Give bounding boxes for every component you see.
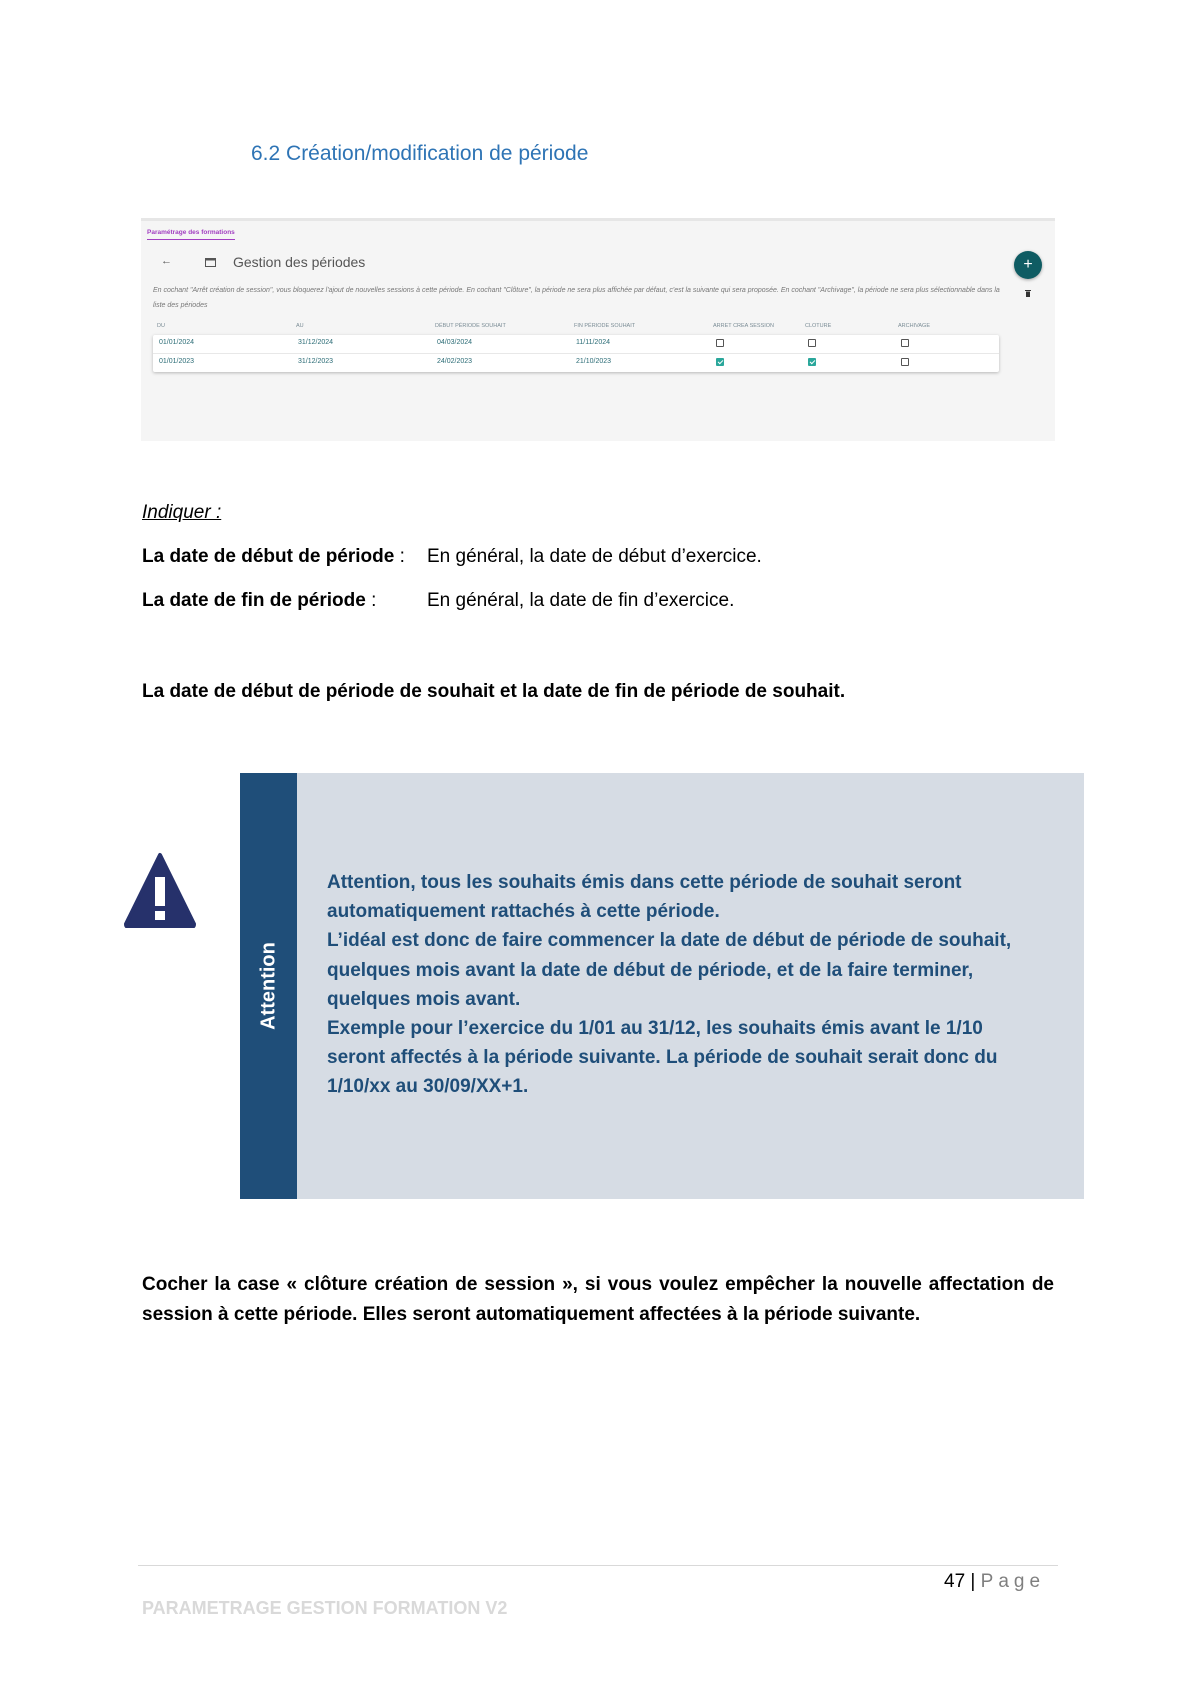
checkbox-cloture[interactable] bbox=[808, 358, 816, 366]
attention-line: Attention, tous les souhaits émis dans cette période de souhait seront bbox=[327, 872, 962, 893]
debut-periode-term: La date de début de période bbox=[142, 546, 395, 567]
column-header-archivage[interactable]: ARCHIVAGE bbox=[898, 323, 930, 329]
column-header-cloture[interactable]: CLOTURE bbox=[805, 323, 832, 329]
table-header bbox=[153, 319, 999, 335]
fin-periode-label bbox=[142, 590, 376, 612]
attention-line: L’idéal est donc de faire commencer la date de début de période de souhait, bbox=[327, 930, 1012, 952]
warning-triangle-icon bbox=[124, 852, 196, 928]
footer-divider bbox=[138, 1565, 1058, 1566]
debut-periode-value: En général, la date de début d’exercice. bbox=[427, 546, 762, 567]
cell-au: 31/12/2024 bbox=[298, 339, 334, 346]
embedded-screenshot bbox=[141, 218, 1055, 441]
cell-au: 31/12/2023 bbox=[298, 358, 334, 365]
tab-parametrage-formations[interactable]: Paramétrage des formations bbox=[147, 229, 235, 240]
table-row[interactable] bbox=[153, 335, 999, 354]
attention-label: Attention bbox=[257, 942, 279, 1030]
attention-line: automatiquement rattachés à cette période. bbox=[327, 901, 720, 923]
footer-doc-title: PARAMETRAGE GESTION FORMATION V2 bbox=[142, 1598, 508, 1618]
attention-line: 1/10/xx au 30/09/XX+1. bbox=[327, 1076, 529, 1098]
fin-periode-sep: : bbox=[365, 590, 377, 611]
debut-periode-sep: : bbox=[394, 546, 405, 567]
cell-fin-souhait: 11/11/2024 bbox=[576, 339, 610, 346]
description-text: En cochant "Arrêt création de session", vous bloquerez l'ajout de nouvelles sessions à cette période. En cochant "Clôture", la période ne sera plus affichée par défaut, c'est la suivante qui sera proposée. En cochant "Archivage", la période ne sera plus sélectionnable dans la liste des périodes bbox=[153, 287, 1000, 309]
indiquer-label: Indiquer : bbox=[142, 502, 222, 523]
page-number bbox=[944, 1571, 1045, 1593]
table-body bbox=[153, 335, 999, 372]
cell-debut-souhait: 04/03/2024 bbox=[437, 339, 473, 346]
checkbox-archivage[interactable] bbox=[901, 339, 909, 347]
cell-du: 01/01/2023 bbox=[159, 358, 195, 365]
checkbox-arret-crea-session[interactable] bbox=[716, 358, 724, 366]
page-title: Gestion des périodes bbox=[233, 254, 366, 270]
cocher-paragraph: Cocher la case « clôture création de session », si vous voulez empêcher la nouvelle affectation de session à cette période. Elles seront automatiquement affectées à la période suivante. bbox=[142, 1274, 1054, 1325]
attention-line: seront affectés à la période suivante. La période de souhait serait donc du bbox=[327, 1047, 998, 1069]
cell-debut-souhait: 24/02/2023 bbox=[437, 358, 473, 365]
column-header-arret-crea-session[interactable]: ARRET CREA SESSION bbox=[713, 323, 775, 329]
arrow-left-icon[interactable]: ← bbox=[161, 255, 172, 267]
table-row[interactable] bbox=[153, 354, 999, 372]
attention-line: quelques mois avant la date de début de période, et de la faire terminer, bbox=[327, 959, 974, 981]
checkbox-archivage[interactable] bbox=[901, 358, 909, 366]
checkbox-arret-crea-session[interactable] bbox=[716, 339, 724, 347]
column-header-au[interactable]: AU bbox=[296, 323, 304, 329]
column-header-du[interactable]: DU bbox=[157, 323, 165, 329]
page-number-separator: | bbox=[965, 1571, 981, 1592]
checkbox-cloture[interactable] bbox=[808, 339, 816, 347]
souhait-paragraph: La date de début de période de souhait et la date de fin de période de souhait. bbox=[142, 681, 846, 702]
page-word: Page bbox=[980, 1571, 1046, 1592]
fin-periode-term: La date de fin de période bbox=[142, 590, 366, 611]
attention-line: Exemple pour l’exercice du 1/01 au 31/12, les souhaits émis avant le 1/10 bbox=[327, 1018, 983, 1040]
fin-periode-value: En général, la date de fin d’exercice. bbox=[427, 590, 735, 611]
attention-sidebar bbox=[240, 773, 297, 1199]
column-header-fin-souhait[interactable]: FIN PÉRIODE SOUHAIT bbox=[574, 323, 636, 329]
page-number-value: 47 bbox=[944, 1571, 966, 1592]
trash-icon[interactable] bbox=[1025, 290, 1031, 297]
periods-table bbox=[153, 319, 999, 372]
attention-text bbox=[327, 868, 1067, 1102]
attention-line: quelques mois avant. bbox=[327, 988, 521, 1010]
debut-periode-label bbox=[142, 546, 405, 568]
calendar-icon bbox=[205, 257, 216, 267]
cell-fin-souhait: 21/10/2023 bbox=[576, 358, 612, 365]
column-header-debut-souhait[interactable]: DÉBUT PÉRIODE SOUHAIT bbox=[435, 323, 506, 329]
add-button[interactable]: + bbox=[1014, 251, 1042, 279]
cell-du: 01/01/2024 bbox=[159, 339, 195, 346]
section-heading: 6.2 Création/modification de période bbox=[251, 142, 589, 165]
